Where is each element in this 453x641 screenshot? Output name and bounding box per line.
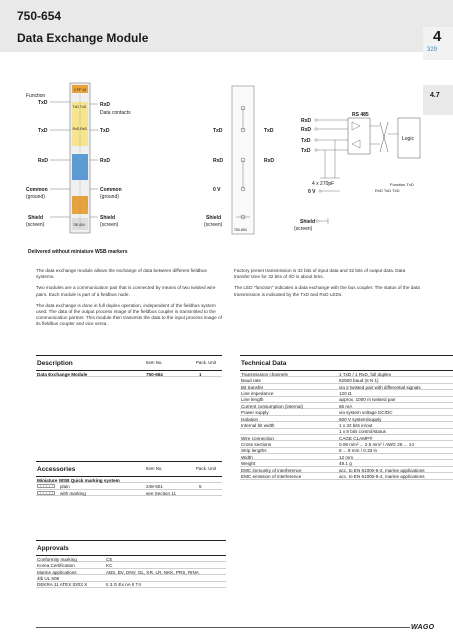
table-row: with marking see Section 11 — [36, 490, 222, 496]
col-pack-unit: Pack. Unit — [196, 466, 217, 471]
approvals-rows — [36, 556, 226, 588]
row-value: 120 Ω — [339, 390, 352, 396]
row-value: acc. to EN 61000-6-4, marine applications — [339, 474, 425, 480]
row-value: 62500 baud (8 N 1) — [339, 378, 379, 384]
technical-data-table — [240, 355, 453, 480]
row-label: Isolation — [241, 416, 259, 422]
label-shield-right: Shield — [100, 215, 116, 221]
svg-text:RxD RxD: RxD RxD — [72, 127, 88, 131]
row-label: Line impedance — [241, 390, 274, 396]
row-label: Cross sections — [241, 442, 272, 448]
article-number: 750-654 — [17, 9, 62, 23]
table-title: Approvals — [37, 545, 69, 552]
row-label: Wire connection — [241, 435, 274, 441]
wiring-diagram — [0, 78, 423, 258]
circuit-schematic — [294, 112, 420, 232]
module-illustration — [70, 83, 90, 233]
svg-text:750-654: 750-654 — [234, 228, 247, 232]
chapter-number: 4 — [433, 28, 442, 45]
row-value: II 3 G Ex nA II T4 — [106, 582, 141, 588]
col-item-no: Item No. — [146, 466, 163, 471]
label-common-right: Common — [100, 187, 122, 193]
row-value: ABS, BV, DNV, GL, KR, LR, NKK, PRS, RINA — [106, 569, 199, 575]
row-value: KC — [106, 563, 113, 569]
row-label: Line length — [241, 397, 264, 403]
table-header — [36, 461, 222, 477]
row-label: Bit transfer — [241, 384, 264, 390]
footer-rule — [36, 627, 410, 628]
row-label: Strip lengths — [241, 448, 267, 454]
label-ground-right: (ground) — [100, 194, 119, 200]
intro-text-left — [36, 268, 224, 333]
row-value: 12 mm — [339, 454, 354, 460]
label-shield-left: Shield — [28, 215, 44, 221]
svg-text:TxD: TxD — [301, 148, 311, 154]
mid-label-txd: TxD — [213, 128, 223, 134]
table-header — [240, 355, 453, 371]
paragraph: Factory preset transmission is 32 bits of input data and 32 bits of output data. Data transfer time for 32 bits of I/O is about 5ms. — [234, 268, 406, 280]
table-title: Description — [37, 360, 73, 367]
row-label: Weight — [241, 461, 256, 467]
row-label: Internal bit width — [241, 422, 275, 428]
mid-label-shield: Shield — [206, 215, 222, 221]
svg-text:TxD TxD: TxD TxD — [72, 105, 87, 109]
label-common-left: Common — [26, 187, 48, 193]
row-label: 4lb UL 508 — [37, 575, 60, 581]
figure-caption: Delivered without miniature WSB markers — [28, 249, 128, 255]
intro-text-right — [234, 268, 422, 303]
label-screen-right: (screen) — [100, 222, 119, 228]
label-function: Function — [26, 93, 46, 99]
row-value: 1 TxD / 1 RxD, full duplex — [339, 371, 391, 377]
mid-label-0v: 0 V — [213, 187, 221, 193]
paragraph: The data exchange module allows the exchange of data between different fieldbus systems. — [36, 268, 207, 280]
svg-text:TxD: TxD — [301, 138, 311, 144]
svg-text:RxD: RxD — [301, 118, 312, 124]
row-value: acc. to EN 61000-6-2, marine applications — [339, 467, 425, 473]
row-label: Width — [241, 454, 253, 460]
label-rxd-right: RxD — [100, 102, 111, 108]
label-data-contacts: Data contacts — [100, 110, 131, 116]
svg-text:Function TxD: Function TxD — [390, 182, 414, 187]
accessories-table — [36, 461, 222, 496]
table-row: plain 248-501 5 — [36, 483, 222, 489]
table-group-row: Miniature WSB Quick marking system — [36, 477, 222, 483]
row-value: via 2 twisted pair with differential signals — [339, 384, 421, 390]
row-label: Power supply — [241, 410, 269, 416]
svg-text:750-654: 750-654 — [73, 223, 85, 227]
label-rxd-left: RxD — [38, 158, 49, 164]
marker-swatch-icon — [37, 484, 55, 488]
col-pack-unit: Pack. Unit — [196, 360, 217, 365]
paragraph: The LED "function" indicates a data exchange with the bus coupler. The status of the data transmission is indicated by the TxD and RxD LEDs. — [234, 285, 420, 297]
row-label: Marine applications — [37, 569, 77, 575]
section-tab[interactable] — [423, 85, 453, 115]
table-row — [36, 582, 226, 588]
technical-data-rows — [240, 371, 453, 480]
row-label: Conformity marking — [37, 556, 77, 562]
row-value: 1 x 8 bits control/status — [339, 429, 386, 435]
row-value: 0.08 mm² ... 2.5 mm² / AWG 28 ... 14 — [339, 442, 414, 448]
mid-label-rxd-bar: RxD — [264, 158, 275, 164]
label-txd-left: TxD — [38, 100, 48, 106]
row-label: DEKRA 11 ATEX 0203 X — [37, 582, 88, 588]
svg-text:Logic: Logic — [402, 136, 414, 142]
row-label: Current consumption (internal) — [241, 403, 304, 409]
row-value: 8 ... 9 mm / 0.33 in — [339, 448, 378, 454]
row-value: CE — [106, 556, 113, 562]
table-row: Data Exchange Module 750-654 1 — [36, 371, 222, 377]
page-number: 329 — [427, 47, 438, 53]
table-header — [36, 540, 226, 556]
table-title: Accessories — [37, 466, 76, 473]
row-value: CAGE CLAMP® — [339, 435, 373, 441]
row-value: approx. 1000 m twisted pair — [339, 397, 396, 403]
mid-label-screen: (screen) — [204, 222, 223, 228]
table-row — [240, 473, 453, 479]
row-label: Baud rate — [241, 378, 261, 384]
mid-label-rxd: RxD — [213, 158, 224, 164]
svg-text:(screen): (screen) — [294, 226, 313, 232]
row-label: EMC immunity of interference — [241, 467, 302, 473]
svg-text:RxD: RxD — [301, 127, 312, 133]
connection-drawing — [232, 86, 254, 234]
svg-text:4 x 270pF: 4 x 270pF — [312, 181, 335, 187]
svg-text:RS 485: RS 485 — [352, 112, 369, 118]
paragraph: Two modules are a communication pair that is connected by means of two twisted wire pairs. Each module is part of a fieldbus node. — [36, 285, 216, 297]
description-table — [36, 355, 222, 377]
label-txd-bar-right: TxD — [100, 128, 110, 134]
svg-text:0 V: 0 V — [308, 189, 316, 195]
label-screen-left: (screen) — [26, 222, 45, 228]
row-value: via system voltage DC/DC — [339, 410, 393, 416]
section-number[interactable]: 4.7 — [430, 92, 440, 99]
row-value: 65 mA — [339, 403, 353, 409]
table-header — [36, 355, 222, 371]
svg-text:1 FF 14: 1 FF 14 — [74, 88, 87, 92]
label-rxd-bar-right: RxD — [100, 158, 111, 164]
row-value: 49.1 g — [339, 461, 352, 467]
row-label: EMC emission of interference — [241, 474, 302, 480]
svg-text:Shield: Shield — [300, 219, 316, 225]
wago-logo: WAGO — [411, 624, 435, 631]
marker-swatch-icon — [37, 491, 55, 495]
row-label: Transmission channels — [241, 371, 288, 377]
paragraph: The data exchange is done in full duplex operation, independent of the fieldbus system used. The data of the output process image of the fieldbus coupler is transmitted to the communication partner. This module then transmits the data to the input process image of its fieldbus coupler and vice versa. — [36, 302, 222, 327]
label-txd-left-2: TxD — [38, 128, 48, 134]
approvals-table — [36, 540, 226, 588]
row-value: 1 x 32 bits in/out — [339, 422, 373, 428]
col-item-no: Item No. — [146, 360, 163, 365]
label-ground-left: (ground) — [26, 194, 45, 200]
row-value: 500 V system/supply — [339, 416, 382, 422]
page-title: Data Exchange Module — [17, 31, 149, 45]
mid-label-txd-bar: TxD — [264, 128, 274, 134]
table-title: Technical Data — [241, 360, 287, 367]
rs485-chip — [348, 118, 370, 154]
svg-text:RxD TxD TxD: RxD TxD TxD — [375, 188, 400, 193]
row-label: Korea Certification — [37, 563, 75, 569]
